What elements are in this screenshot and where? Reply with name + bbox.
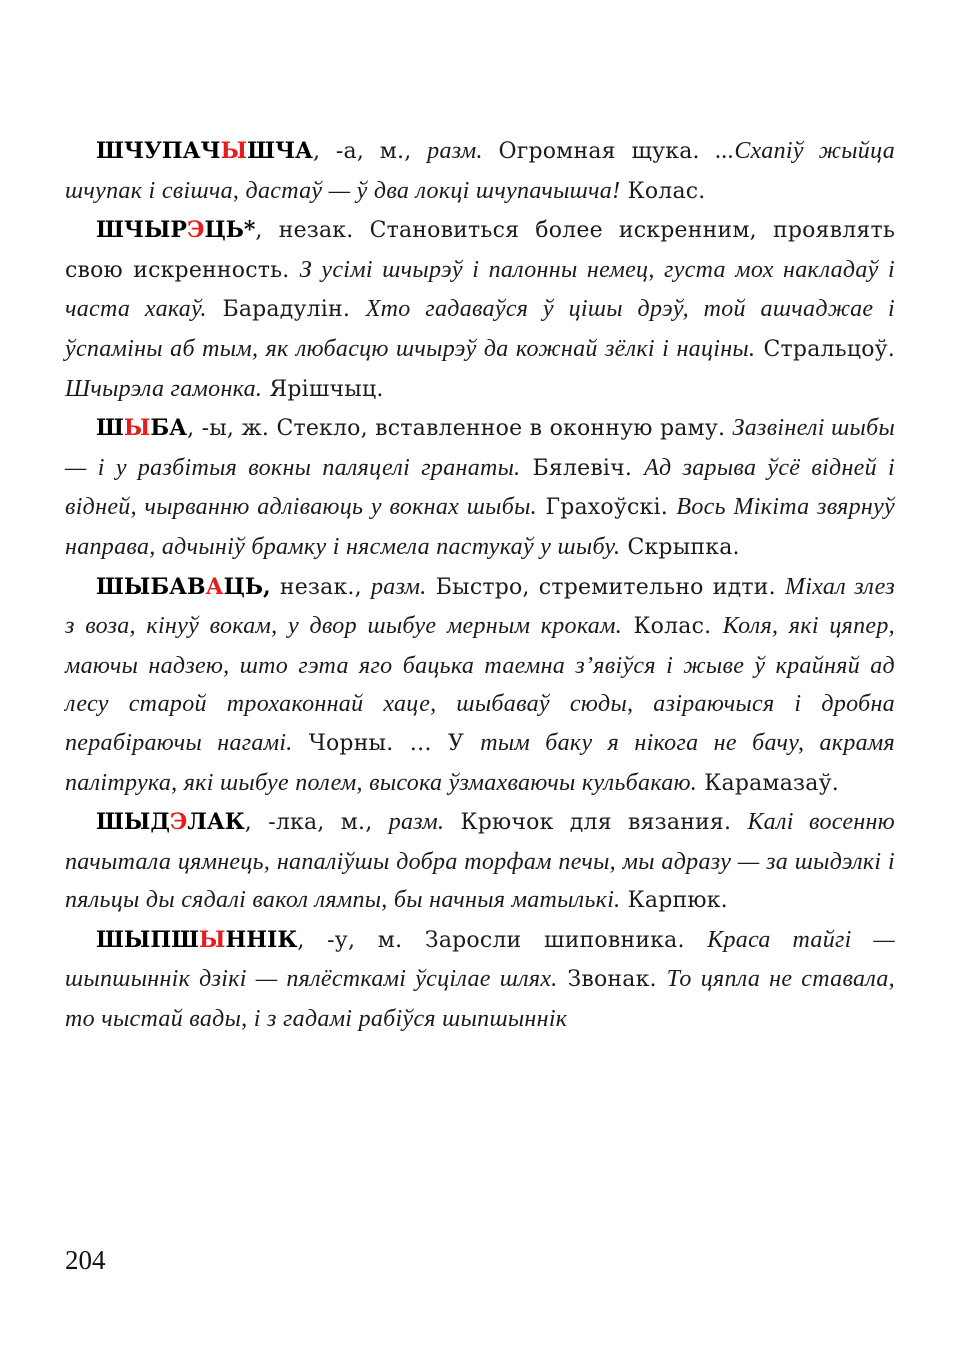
usage-label: разм. <box>388 809 445 836</box>
stressed-vowel: А <box>205 573 224 600</box>
headword: ШЧЫРЭЦЬ* <box>96 217 256 244</box>
example-quote: Шчырэла гамонка. <box>65 375 263 402</box>
dictionary-entry: ШЫБА, -ы, ж. Стекло, вставленное в оконную раму. Зазвінелі шыбы — і у разбітыя вокны паляцелі гранаты. Бялевіч. Ад зарыва ўсё відней і відней, чырванню адліваюць у вокнах шыбы. Грахоўскі. Вось Мікіта звярнуў направа, адчыніў брамку і нясмела пастукаў у шыбу. Скрыпка. <box>65 415 896 560</box>
example-quote: Міхал злез з воза, кінуў вокам, у двор шыбуе мерным крокам. <box>65 573 895 640</box>
headword: ШЧУПАЧЫШЧА <box>96 138 313 164</box>
headword: ШЫПШЫННІК <box>96 926 298 953</box>
example-quote: Вось Мікіта звярнуў направа, адчыніў брамку і нясмела пастукаў у шыбу. <box>65 494 895 560</box>
example-quote: З усімі шчырэў і палонны немец, густа мох накладаў і часта хакаў. <box>65 256 895 323</box>
example-quote: Хто гадаваўся ў цішы дрэў, той ашчаджае і ўспаміны аб тым, як любасцю шчырэў да кожнай зёлкі і націны. <box>65 296 896 362</box>
grammar-info: незак., <box>279 574 371 600</box>
definition: Стекло, вставленное в оконную раму. <box>276 416 733 442</box>
dictionary-entry: ШЫПШЫННІК, -у, м. Заросли шиповника. Краса тайгі — шыпшыннік дзікі — пялёсткамі ўсцілае шлях. Звонак. То цяпла не ставала, то чыстай вады, і з гадамі рабіўся шыпшыннік <box>65 926 895 1033</box>
example-source: Барадулін. <box>206 297 366 323</box>
example-quote: Ад зарыва ўсё відней і відней, чырванню адліваюць у вокнах шыбы. <box>65 454 895 521</box>
grammar-info: -ы, ж. <box>201 416 277 442</box>
example-source: Скрыпка. <box>620 534 740 560</box>
grammar-info: -лка, м., <box>268 810 389 836</box>
definition: Заросли шиповника. <box>424 927 708 953</box>
dictionary-entry: ШЧЫРЭЦЬ*, незак. Становиться более искренним, проявлять свою искренность. З усімі шчырэў і палонны немец, густа мох накладаў і часта хакаў. Барадулін. Хто гадаваўся ў цішы дрэў, той ашчаджае і ўспаміны аб тым, як любасцю шчырэў да кожнай зёлкі і націны. Стральцоў. Шчырэла гамонка. Ярішчыц. <box>65 217 896 402</box>
grammar-info: -а, м., <box>335 139 428 164</box>
headword: ШЫБА <box>96 415 188 442</box>
example-source: Ярішчыц. <box>262 376 384 402</box>
grammar-info: -у, м. <box>327 927 425 953</box>
dictionary-entry <box>65 568 895 804</box>
headword: ШЫБАВАЦЬ, <box>96 573 271 600</box>
stressed-vowel: Э <box>186 217 205 244</box>
dictionary-entry: ШЫДЭЛАК, -лка, м., разм. Крючок для вязания. Калі восенню пачытала цямнець, напаліўшы добра торфам печы, мы адразу — за шыдэлкі і пяльцы ды сядалі вакол лямпы, бы начныя матылькі. Карпюк. <box>65 809 895 914</box>
example-quote: Коля, які цяпер, маючы надзею, што гэта яго бацька таемна з’явіўся і жыве ў крайняй ад лесу старой трохаконнай хаце, шыбаваў сюды, азіраючыся і дробна перабіраючы нагамі. <box>65 613 895 756</box>
stressed-vowel: Ы <box>123 415 151 442</box>
definition: Быстро, стремительно идти. <box>426 574 786 600</box>
example-source: Бялевіч. <box>520 455 645 481</box>
example-source: Карамазаў. <box>697 770 839 796</box>
page-number: 204 <box>65 1245 106 1275</box>
definition: Крючок для вязания. <box>444 810 748 836</box>
dictionary-entry: ШЧУПАЧЫШЧА, -а, м., разм. Огромная щука. ...Схапіў жыйца шчупак і свішча, дастаў — ў два локці шчупачышча! Колас. <box>65 138 895 204</box>
example-quote: Калі восенню пачытала цямнець, напаліўшы добра торфам печы, мы адразу — за шыдэлкі і пяльцы ды сядалі вакол лямпы, бы начныя матылькі. <box>65 809 895 914</box>
stressed-vowel: Ы <box>220 138 248 164</box>
usage-label: разм. <box>427 138 483 164</box>
headword: ШЫДЭЛАК <box>96 809 245 836</box>
example-source: Звонак. <box>557 967 667 993</box>
definition: Огромная щука. <box>482 139 716 164</box>
example-quote: тым баку я нікога не бачу, акрамя палітрука, які шыбуе полем, высока ўзмахваючы кульбакаю. <box>65 729 895 796</box>
stressed-vowel: Э <box>169 809 188 836</box>
grammar-info: незак. <box>278 218 370 244</box>
example-quote: Зазвінелі шыбы — і у разбітыя вокны паляцелі гранаты. <box>65 415 896 481</box>
example-quote: ...Схапіў жыйца шчупак і свішча, дастаў — ў два локці шчупачышча! <box>65 138 895 204</box>
example-source: Колас. <box>620 178 706 204</box>
stressed-vowel: Ы <box>199 926 226 953</box>
example-source: Карпюк. <box>620 888 728 914</box>
dictionary-page <box>65 132 895 1039</box>
example-source: Стральцоў. <box>755 336 895 362</box>
definition: Становиться более искренним, проявлять свою искренность. <box>65 218 896 283</box>
usage-label: разм. <box>370 573 427 600</box>
example-source: Колас. <box>622 614 723 640</box>
example-source: Грахоўскі. <box>536 495 677 521</box>
example-source: Чорны. … У <box>292 730 481 756</box>
example-quote: То цяпла не ставала, то чыстай вады, і з гадамі рабіўся шыпшыннік <box>65 966 895 1033</box>
example-quote: Краса тайгі — шыпшыннік дзікі — пялёсткамі ўсцілае шлях. <box>65 926 895 993</box>
